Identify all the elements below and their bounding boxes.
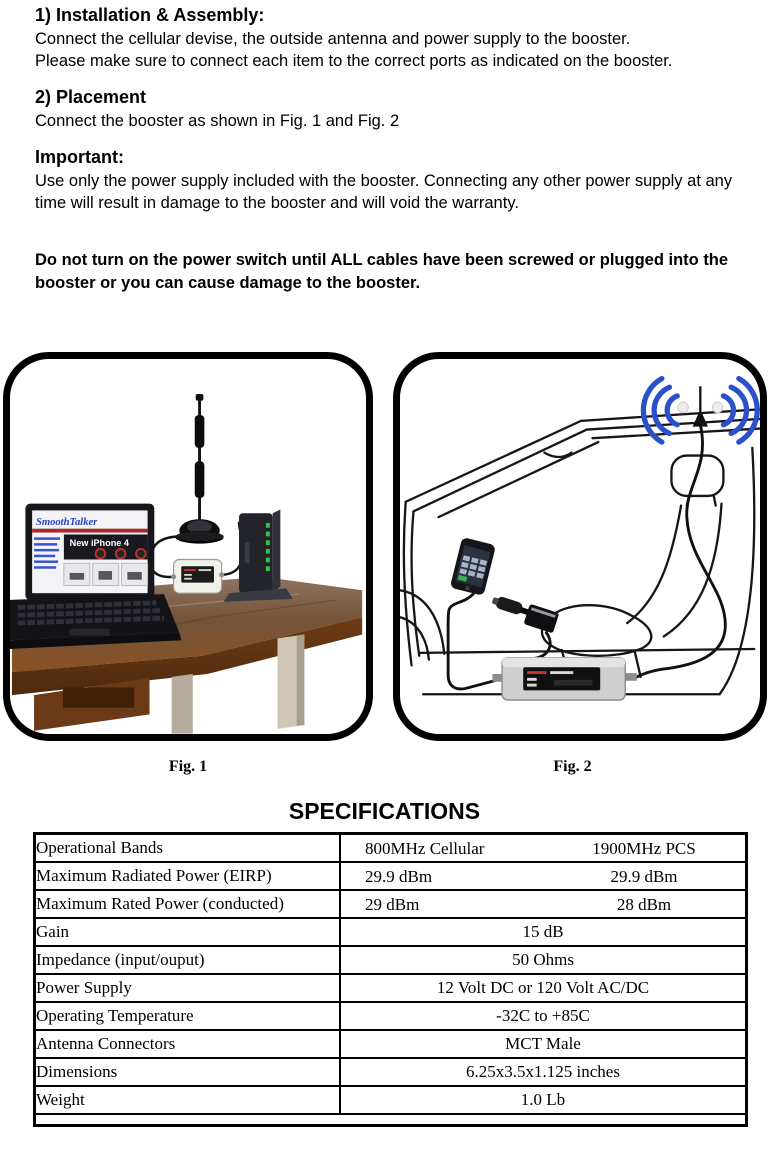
spec-label: Antenna Connectors xyxy=(35,1030,341,1058)
figures-row xyxy=(3,352,769,741)
spec-value-pcs: 28 dBm xyxy=(616,894,672,914)
section2-title: 2) Placement xyxy=(35,87,147,107)
specifications-title: SPECIFICATIONS xyxy=(288,798,481,824)
spec-label: Weight xyxy=(35,1086,341,1114)
spec-row-power-supply xyxy=(35,974,747,1002)
fig1-illustration xyxy=(10,359,366,734)
spec-value-cellular: 800MHz Cellular xyxy=(365,838,485,858)
spec-row-operating-temperature xyxy=(35,1002,747,1030)
spec-row-radiated-power xyxy=(35,862,747,890)
section1-line1: Connect the cellular devise, the outside antenna and power supply to the booster. xyxy=(35,30,631,48)
section1-line2: Please make sure to connect each item to the correct ports as indicated on the booster. xyxy=(35,52,673,70)
spec-value: 12 Volt DC or 120 Volt AC/DC xyxy=(340,974,747,1002)
spec-row-antenna-connectors xyxy=(35,1030,747,1058)
spec-value-cellular: 29 dBm xyxy=(365,894,420,914)
spec-row-impedance xyxy=(35,946,747,974)
spec-row-operational-bands xyxy=(35,834,747,863)
fig2-seat xyxy=(542,456,723,677)
fig2-booster xyxy=(492,658,636,700)
section1-title: 1) Installation & Assembly: xyxy=(35,5,265,25)
fig1-screen-logo: SmoothTalker xyxy=(35,516,98,528)
spec-label: Maximum Radiated Power (EIRP) xyxy=(35,862,341,890)
fig1-booster xyxy=(171,559,224,593)
fig2-phone xyxy=(450,537,496,596)
fig1-antenna xyxy=(175,394,223,544)
spec-row-gain xyxy=(35,918,747,946)
spec-empty-cell xyxy=(35,1114,747,1126)
important-title: Important: xyxy=(35,147,124,167)
fig2-caption: Fig. 2 xyxy=(553,758,592,775)
fig2-illustration xyxy=(400,359,760,734)
spec-value: MCT Male xyxy=(340,1030,747,1058)
fig1-laptop xyxy=(10,504,181,649)
spec-value-pcs: 29.9 dBm xyxy=(610,866,678,886)
spec-label: Maximum Rated Power (conducted) xyxy=(35,890,341,918)
spec-row-weight xyxy=(35,1086,747,1114)
specifications-table xyxy=(33,832,748,1127)
spec-value: 50 Ohms xyxy=(340,946,747,974)
warning-text: Do not turn on the power switch until ALL cables have been screwed or plugged into the booster or you can cause damage to the booster. xyxy=(35,251,729,292)
important-body: Use only the power supply included with the booster. Connecting any other power supply at any time will result in damage to the booster and will void the warranty. xyxy=(35,172,733,212)
spec-value-cellular: 29.9 dBm xyxy=(365,866,433,886)
figure-2-frame xyxy=(393,352,767,741)
figure-captions xyxy=(0,758,769,776)
spec-value: 15 dB xyxy=(340,918,747,946)
fig2-car-outline xyxy=(400,409,760,694)
spec-label: Dimensions xyxy=(35,1058,341,1086)
spec-row-rated-power xyxy=(35,890,747,918)
spec-label: Operational Bands xyxy=(35,834,341,863)
fig2-charger xyxy=(489,592,560,633)
spec-label: Operating Temperature xyxy=(35,1002,341,1030)
spec-label: Power Supply xyxy=(35,974,341,1002)
spec-value: 1.0 Lb xyxy=(340,1086,747,1114)
spec-row-empty xyxy=(35,1114,747,1126)
spec-value: 6.25x3.5x1.125 inches xyxy=(340,1058,747,1086)
spec-label: Gain xyxy=(35,918,341,946)
section2-line1: Connect the booster as shown in Fig. 1 and Fig. 2 xyxy=(35,112,400,130)
figure-1-frame xyxy=(3,352,373,741)
spec-label: Impedance (input/ouput) xyxy=(35,946,341,974)
spec-row-dimensions xyxy=(35,1058,747,1086)
spec-value: -32C to +85C xyxy=(340,1002,747,1030)
fig1-screen-banner: New iPhone 4 xyxy=(69,538,129,549)
instructions-section xyxy=(0,0,769,295)
spec-value-pcs: 1900MHz PCS xyxy=(592,838,696,858)
fig1-caption: Fig. 1 xyxy=(168,758,208,775)
